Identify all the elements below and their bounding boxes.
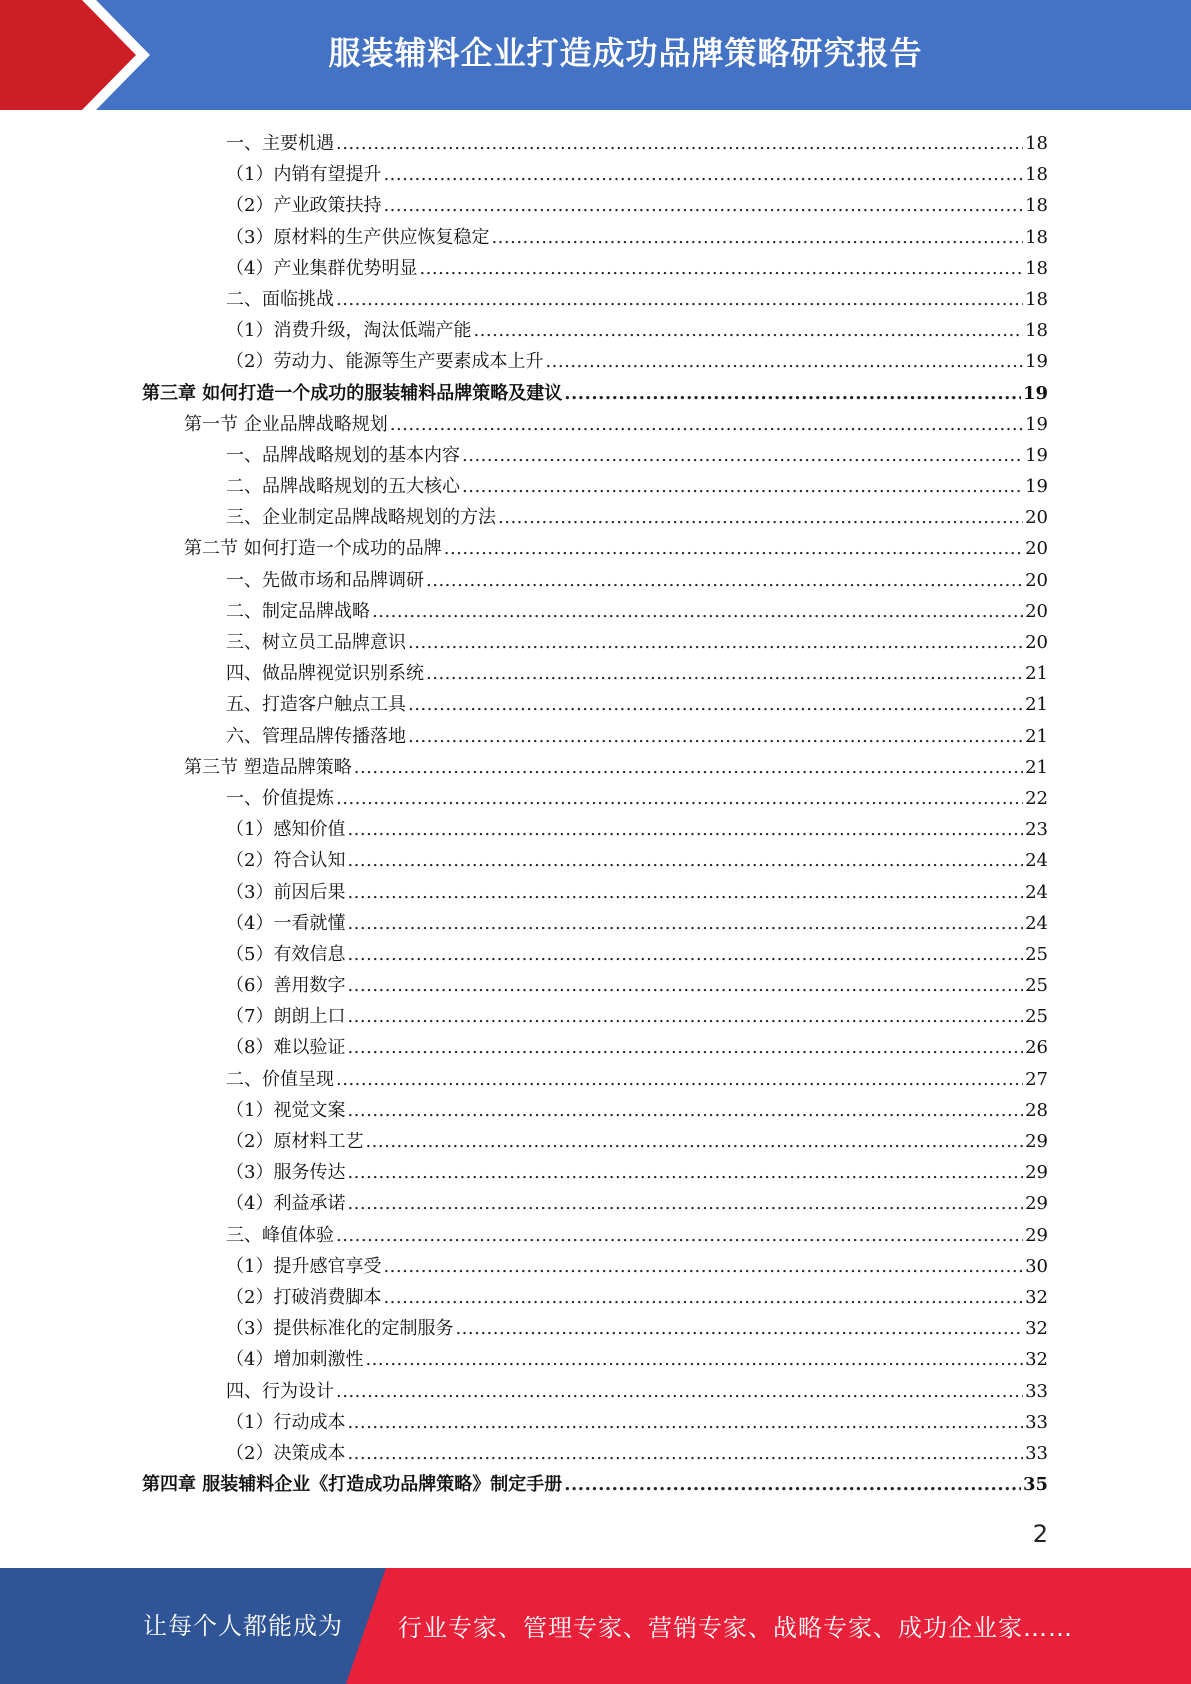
toc-entry[interactable] bbox=[142, 1220, 1048, 1251]
toc-entry-label: （8）难以验证 bbox=[226, 1037, 346, 1059]
toc-entry-page: 22 bbox=[1025, 787, 1048, 809]
toc-entry-label: 三、峰值体验 bbox=[226, 1224, 334, 1246]
toc-entry-label: （1）提升感官享受 bbox=[226, 1255, 382, 1277]
toc-entry-label: 五、打造客户触点工具 bbox=[226, 694, 406, 716]
toc-entry-page: 32 bbox=[1025, 1318, 1048, 1340]
toc-entry-label: 三、企业制定品牌战略规划的方法 bbox=[226, 507, 496, 529]
toc-entry-label: （1）消费升级，淘汰低端产能 bbox=[226, 320, 472, 342]
toc-entry-label: （1）内销有望提升 bbox=[226, 164, 382, 186]
toc-dot-leader bbox=[336, 1064, 1023, 1095]
toc-entry[interactable] bbox=[142, 409, 1048, 440]
toc-entry-page: 32 bbox=[1025, 1286, 1048, 1308]
toc-dot-leader bbox=[336, 128, 1023, 159]
toc-entry-page: 20 bbox=[1025, 538, 1048, 560]
toc-dot-leader bbox=[347, 1032, 1023, 1063]
toc-entry-page: 29 bbox=[1025, 1224, 1048, 1246]
toc-entry-label: （4）产业集群优势明显 bbox=[226, 257, 418, 279]
toc-dot-leader bbox=[462, 471, 1023, 502]
toc-entry-label: （5）有效信息 bbox=[226, 943, 346, 965]
toc-entry-label: （3）提供标准化的定制服务 bbox=[226, 1318, 454, 1340]
toc-dot-leader bbox=[462, 440, 1023, 471]
toc-entry[interactable] bbox=[142, 1001, 1048, 1032]
toc-entry-label: 第三节 塑造品牌策略 bbox=[184, 756, 352, 778]
toc-dot-leader bbox=[383, 1282, 1023, 1313]
toc-dot-leader bbox=[545, 346, 1023, 377]
toc-entry[interactable] bbox=[142, 939, 1048, 970]
toc-entry[interactable] bbox=[142, 1313, 1048, 1344]
toc-entry[interactable] bbox=[142, 845, 1048, 876]
toc-dot-leader bbox=[408, 721, 1023, 752]
toc-dot-leader bbox=[383, 190, 1023, 221]
toc-entry-page: 27 bbox=[1025, 1068, 1048, 1090]
toc-dot-leader bbox=[419, 253, 1023, 284]
toc-dot-leader bbox=[336, 783, 1023, 814]
toc-entry-label: （2）决策成本 bbox=[226, 1442, 346, 1464]
toc-entry-page: 25 bbox=[1025, 943, 1048, 965]
toc-dot-leader bbox=[426, 658, 1023, 689]
toc-dot-leader bbox=[347, 814, 1023, 845]
toc-entry-label: 一、品牌战略规划的基本内容 bbox=[226, 444, 460, 466]
toc-entry[interactable] bbox=[142, 627, 1048, 658]
toc-entry-page: 33 bbox=[1025, 1411, 1048, 1433]
toc-entry[interactable] bbox=[142, 908, 1048, 939]
toc-entry-page: 19 bbox=[1025, 444, 1048, 466]
toc-entry-label: 一、先做市场和品牌调研 bbox=[226, 569, 424, 591]
toc-entry-label: 第四章 服装辅料企业《打造成功品牌策略》制定手册 bbox=[142, 1474, 563, 1496]
toc-entry[interactable] bbox=[142, 253, 1048, 284]
toc-entry-label: （2）劳动力、能源等生产要素成本上升 bbox=[226, 351, 544, 373]
toc-entry[interactable] bbox=[142, 440, 1048, 471]
toc-dot-leader bbox=[383, 1251, 1023, 1282]
toc-entry-page: 19 bbox=[1025, 413, 1048, 435]
toc-entry-label: （2）产业政策扶持 bbox=[226, 195, 382, 217]
toc-entry[interactable] bbox=[142, 565, 1048, 596]
toc-entry-page: 30 bbox=[1025, 1255, 1048, 1277]
toc-dot-leader bbox=[455, 1313, 1023, 1344]
toc-entry-page: 18 bbox=[1025, 288, 1048, 310]
toc-entry[interactable] bbox=[142, 346, 1048, 377]
toc-entry-label: 二、制定品牌战略 bbox=[226, 600, 370, 622]
toc-dot-leader bbox=[347, 970, 1023, 1001]
toc-entry[interactable] bbox=[142, 1438, 1048, 1469]
toc-entry[interactable] bbox=[142, 1407, 1048, 1438]
toc-dot-leader bbox=[390, 409, 1023, 440]
toc-entry-label: （4）一看就懂 bbox=[226, 912, 346, 934]
toc-entry-label: （2）原材料工艺 bbox=[226, 1131, 364, 1152]
toc-entry-label: （7）朗朗上口 bbox=[226, 1006, 346, 1028]
toc-entry[interactable] bbox=[142, 284, 1048, 315]
toc-entry-label: （1）视觉文案 bbox=[226, 1099, 346, 1121]
toc-entry[interactable] bbox=[142, 222, 1048, 253]
page-footer bbox=[0, 1568, 1191, 1684]
header-title: 服装辅料企业打造成功品牌策略研究报告 bbox=[328, 34, 923, 72]
toc-entry[interactable] bbox=[142, 1282, 1048, 1313]
toc-entry[interactable] bbox=[142, 1064, 1048, 1095]
toc-entry-page: 18 bbox=[1025, 164, 1048, 186]
toc-entry[interactable] bbox=[142, 877, 1048, 908]
toc-entry[interactable] bbox=[142, 1157, 1048, 1188]
toc-dot-leader bbox=[347, 845, 1023, 876]
toc-dot-leader bbox=[347, 1157, 1023, 1188]
toc-entry-label: （2）打破消费脚本 bbox=[226, 1286, 382, 1308]
toc-entry[interactable] bbox=[142, 128, 1048, 159]
toc-entry-label: （3）服务传达 bbox=[226, 1162, 346, 1184]
toc-dot-leader bbox=[473, 315, 1023, 346]
toc-entry-label: （4）利益承诺 bbox=[226, 1193, 346, 1215]
toc-entry[interactable] bbox=[142, 721, 1048, 752]
toc-entry-label: 四、做品牌视觉识别系统 bbox=[226, 663, 424, 685]
toc-entry-label: 六、管理品牌传播落地 bbox=[226, 725, 406, 747]
toc-entry[interactable] bbox=[142, 159, 1048, 190]
toc-dot-leader bbox=[347, 1095, 1023, 1126]
toc-dot-leader bbox=[564, 378, 1021, 409]
toc-entry[interactable] bbox=[142, 970, 1048, 1001]
toc-entry[interactable] bbox=[142, 190, 1048, 221]
toc-entry-page: 35 bbox=[1022, 1474, 1048, 1496]
toc-entry[interactable] bbox=[142, 502, 1048, 533]
toc-dot-leader bbox=[564, 1469, 1021, 1500]
toc-dot-leader bbox=[336, 284, 1023, 315]
toc-entry[interactable] bbox=[142, 1344, 1048, 1375]
toc-entry-page: 25 bbox=[1025, 975, 1048, 997]
toc-entry-page: 33 bbox=[1025, 1442, 1048, 1464]
toc-entry-page: 18 bbox=[1025, 226, 1048, 248]
toc-entry[interactable] bbox=[142, 1032, 1048, 1063]
toc-entry[interactable] bbox=[142, 1469, 1048, 1500]
toc-entry-label: （3）原材料的生产供应恢复稳定 bbox=[226, 226, 490, 248]
toc-entry-page: 20 bbox=[1025, 569, 1048, 591]
toc-entry-label: 四、行为设计 bbox=[226, 1380, 334, 1402]
toc-entry-page: 29 bbox=[1025, 1193, 1048, 1215]
toc-entry-label: 第二节 如何打造一个成功的品牌 bbox=[184, 538, 442, 560]
toc-dot-leader bbox=[365, 1344, 1023, 1375]
toc-dot-leader bbox=[426, 565, 1023, 596]
toc-entry[interactable] bbox=[142, 596, 1048, 627]
toc-dot-leader bbox=[336, 1220, 1023, 1251]
toc-entry-page: 20 bbox=[1025, 507, 1048, 529]
toc-entry-page: 18 bbox=[1025, 133, 1048, 154]
toc-dot-leader bbox=[354, 752, 1023, 783]
toc-entry-page: 21 bbox=[1025, 694, 1048, 716]
toc-entry-page: 24 bbox=[1025, 881, 1048, 903]
toc-entry-label: （1）行动成本 bbox=[226, 1411, 346, 1433]
toc-entry[interactable] bbox=[142, 1376, 1048, 1407]
toc-dot-leader bbox=[365, 1126, 1023, 1157]
toc-dot-leader bbox=[347, 939, 1023, 970]
toc-dot-leader bbox=[347, 908, 1023, 939]
toc-entry-page: 19 bbox=[1025, 351, 1048, 373]
toc-entry-page: 19 bbox=[1022, 382, 1048, 404]
toc-dot-leader bbox=[408, 627, 1023, 658]
toc-entry-label: 第三章 如何打造一个成功的服装辅料品牌策略及建议 bbox=[142, 382, 563, 404]
toc-entry-label: （4）增加刺激性 bbox=[226, 1349, 364, 1371]
toc-entry[interactable] bbox=[142, 533, 1048, 564]
toc-entry-page: 19 bbox=[1025, 476, 1048, 498]
toc-entry-label: （2）符合认知 bbox=[226, 850, 346, 872]
toc-entry-page: 29 bbox=[1025, 1162, 1048, 1184]
page-number: 2 bbox=[1032, 1520, 1048, 1548]
toc-entry[interactable] bbox=[142, 1188, 1048, 1219]
footer-slogan-left: 让每个人都能成为 bbox=[143, 1612, 343, 1640]
toc-entry-page: 28 bbox=[1025, 1099, 1048, 1121]
toc-entry-label: 二、面临挑战 bbox=[226, 288, 334, 310]
toc-dot-leader bbox=[498, 502, 1023, 533]
toc-entry-page: 29 bbox=[1025, 1131, 1048, 1152]
toc-entry-label: 一、主要机遇 bbox=[226, 133, 334, 154]
toc-entry-page: 21 bbox=[1025, 663, 1048, 685]
toc-dot-leader bbox=[347, 1407, 1023, 1438]
toc-dot-leader bbox=[336, 1376, 1023, 1407]
footer-slogan-right: 行业专家、管理专家、营销专家、战略专家、成功企业家…… bbox=[398, 1614, 1073, 1642]
toc-entry-label: 二、品牌战略规划的五大核心 bbox=[226, 476, 460, 498]
toc-entry-label: （1）感知价值 bbox=[226, 819, 346, 841]
toc-dot-leader bbox=[347, 1001, 1023, 1032]
toc-entry-page: 18 bbox=[1025, 195, 1048, 217]
toc-entry[interactable] bbox=[142, 1126, 1048, 1157]
toc-entry[interactable] bbox=[142, 1095, 1048, 1126]
toc-entry[interactable] bbox=[142, 814, 1048, 845]
toc-entry-page: 20 bbox=[1025, 600, 1048, 622]
toc-entry-page: 18 bbox=[1025, 257, 1048, 279]
toc-dot-leader bbox=[491, 222, 1023, 253]
toc-entry-page: 32 bbox=[1025, 1349, 1048, 1371]
toc-entry[interactable] bbox=[142, 752, 1048, 783]
page-header bbox=[0, 0, 1191, 110]
toc-entry[interactable] bbox=[142, 315, 1048, 346]
toc-entry-label: 第一节 企业品牌战略规划 bbox=[184, 413, 388, 435]
toc-dot-leader bbox=[444, 533, 1023, 564]
toc-entry-page: 23 bbox=[1025, 819, 1048, 841]
toc-entry[interactable] bbox=[142, 471, 1048, 502]
toc-dot-leader bbox=[408, 689, 1023, 720]
toc-entry-page: 20 bbox=[1025, 632, 1048, 653]
toc-entry[interactable] bbox=[142, 378, 1048, 409]
toc-entry-label: 一、价值提炼 bbox=[226, 787, 334, 809]
toc-entry-label: （6）善用数字 bbox=[226, 975, 346, 997]
toc-entry-page: 18 bbox=[1025, 320, 1048, 342]
toc-entry[interactable] bbox=[142, 658, 1048, 689]
toc-entry-page: 26 bbox=[1025, 1037, 1048, 1059]
toc-entry-label: 三、树立员工品牌意识 bbox=[226, 632, 406, 653]
toc-dot-leader bbox=[372, 596, 1023, 627]
toc-entry-label: （3）前因后果 bbox=[226, 881, 346, 903]
table-of-contents bbox=[142, 128, 1048, 1500]
toc-entry[interactable] bbox=[142, 689, 1048, 720]
toc-entry[interactable] bbox=[142, 783, 1048, 814]
toc-dot-leader bbox=[347, 877, 1023, 908]
toc-entry-page: 25 bbox=[1025, 1006, 1048, 1028]
toc-entry[interactable] bbox=[142, 1251, 1048, 1282]
toc-entry-page: 21 bbox=[1025, 756, 1048, 778]
toc-dot-leader bbox=[383, 159, 1023, 190]
toc-entry-page: 24 bbox=[1025, 850, 1048, 872]
toc-entry-label: 二、价值呈现 bbox=[226, 1068, 334, 1090]
toc-entry-page: 24 bbox=[1025, 912, 1048, 934]
toc-dot-leader bbox=[347, 1188, 1023, 1219]
toc-entry-page: 33 bbox=[1025, 1380, 1048, 1402]
toc-dot-leader bbox=[347, 1438, 1023, 1469]
toc-entry-page: 21 bbox=[1025, 725, 1048, 747]
